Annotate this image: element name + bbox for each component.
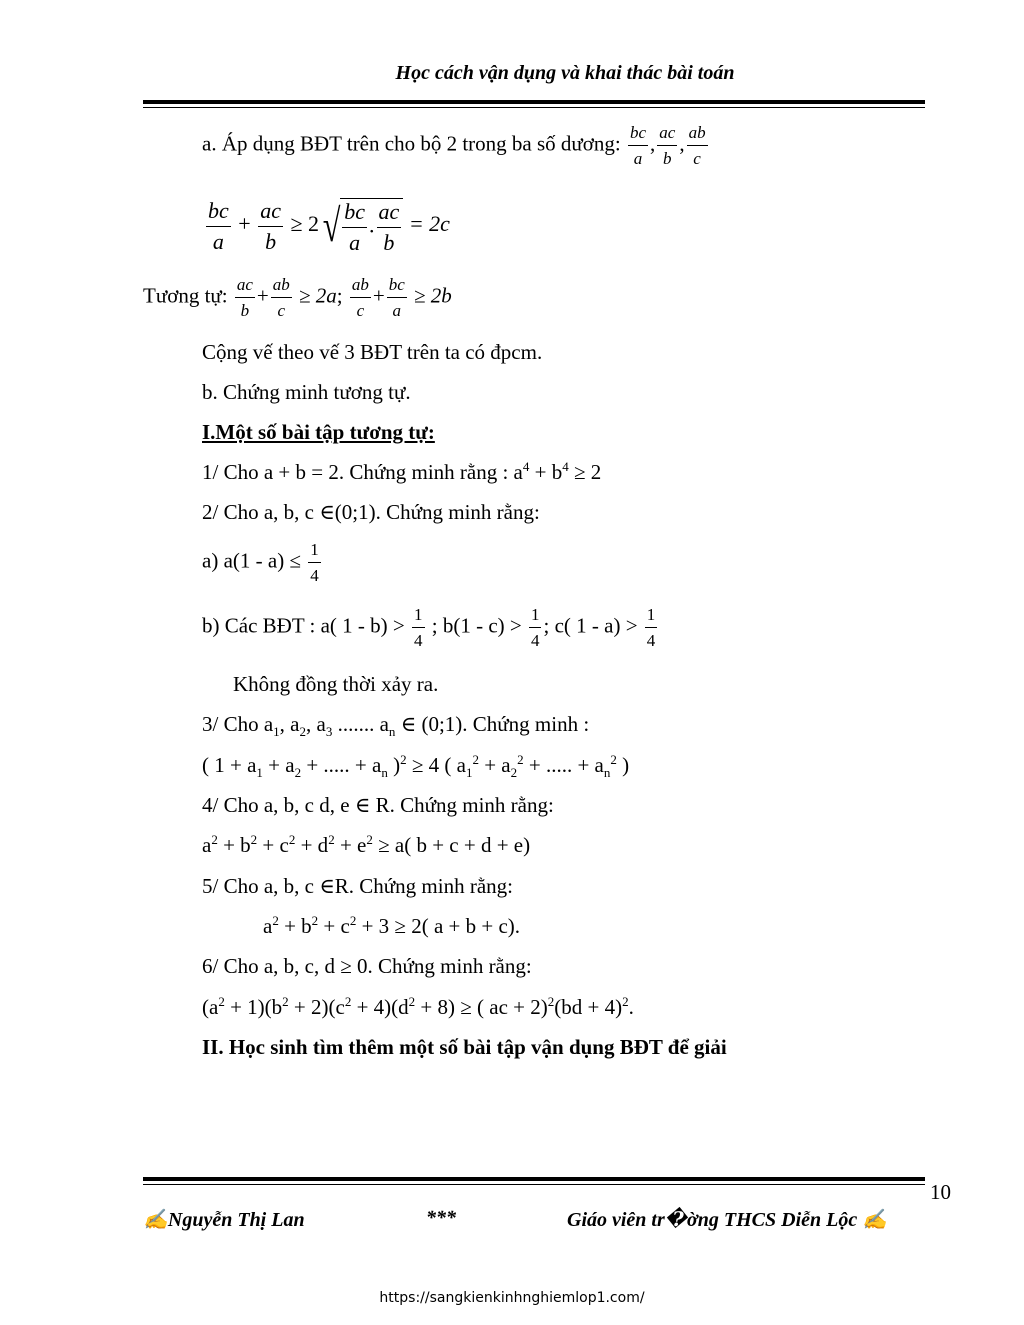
problem-2b-note: Không đồng thời xảy ra. bbox=[233, 672, 439, 696]
line-apply-inequality: a. Áp dụng BĐT trên cho bộ 2 trong ba số dương: $\frac{bc}{a}$ , $\frac{ac}{b}$ , $\frac{ab}{c}$ bbox=[202, 123, 706, 168]
problem-3: 3/ Cho $a_1$, $a_2$, $a_3$ ....... $a_n$ ∈ (0;1). Chứng minh : bbox=[202, 712, 590, 740]
footer-author: ✍Nguyễn Thị Lan bbox=[143, 1209, 305, 1231]
fraction-ab-c: $\frac{ab}{c}$ bbox=[688, 123, 706, 168]
section-heading-1: I.Một số bài tập tương tự: bbox=[202, 420, 435, 444]
problem-5-inequality: $a^2 + b^2 + c^2 + 3 \ge 2$( a + b + c). bbox=[263, 913, 521, 938]
apply-text: a. Áp dụng BĐT trên cho bộ 2 trong ba số dương: bbox=[202, 131, 621, 156]
footer-url-link[interactable]: https://sangkienkinhnghiemlop1.com/ bbox=[379, 1290, 645, 1306]
line-similarly: Tương tự: $\frac{ac}{b}$ + $\frac{ab}{c}$ ≥ 2a; $\frac{ab}{c}$ + $\frac{bc}{a}$ ≥ 2b bbox=[143, 275, 452, 320]
problem-1: 1/ Cho a + b = 2. Chứng minh rằng : $a^4 + b^4 \ge 2$ bbox=[202, 459, 602, 484]
problem-2b: b) Các BĐT : a( 1 - b) > $\frac{1}{4}$ ; b(1 - c) > $\frac{1}{4}$ ; c( 1 - a) > $\frac{1}{4}$ bbox=[202, 605, 656, 650]
header-rule-thin bbox=[143, 107, 925, 108]
fraction-bc-a: $\frac{bc}{a}$ bbox=[629, 123, 647, 168]
problem-3-inequality: ( $1 + a_1 + a_2$ + ..... + $a_n$ )$^2$ ≥ 4 ( $a_1^2 + a_2^2$ + ..... + $a_n^2$ ) bbox=[202, 752, 630, 781]
line-part-b: b. Chứng minh tương tự. bbox=[202, 380, 411, 404]
page-number: 10 bbox=[930, 1180, 951, 1204]
problem-6-inequality: $(a^2 + 1)(b^2 + 2)(c^2 + 4)(d^2 + 8)$ ≥ ( ac + 2)$^2$(bd + 4)$^2$. bbox=[202, 994, 634, 1019]
problem-2: 2/ Cho a, b, c ∈(0;1). Chứng minh rằng: bbox=[202, 500, 540, 524]
fraction-ac-b: $\frac{ac}{b}$ bbox=[659, 123, 676, 168]
formula-am-gm: $\frac{bc}{a}$ + $\frac{ac}{b}$ ≥ 2√ $\frac{bc}{a}$ . $\frac{ac}{b}$ = 2c bbox=[208, 197, 450, 255]
page-header-title: Học cách vận dụng và khai thác bài toán bbox=[395, 62, 735, 84]
problem-2a: a) a(1 - a) ≤ $\frac{1}{4}$ bbox=[202, 540, 319, 585]
problem-4-inequality: $a^2 + b^2 + c^2 + d^2 + e^2 \ge a$( b + c + d + e) bbox=[202, 832, 531, 857]
footer-school: Giáo viên tr�ờng THCS Diễn Lộc ✍ bbox=[567, 1209, 888, 1231]
problem-5: 5/ Cho a, b, c ∈R. Chứng minh rằng: bbox=[202, 874, 513, 898]
line-add-sides: Cộng vế theo vế 3 BĐT trên ta có đpcm. bbox=[202, 340, 543, 364]
square-root: √ $\frac{bc}{a}$ . $\frac{ac}{b}$ bbox=[319, 198, 403, 254]
fraction-ac-b-large: $\frac{ac}{b}$ bbox=[260, 197, 281, 254]
problem-4: 4/ Cho a, b, c d, e ∈ R. Chứng minh rằng: bbox=[202, 793, 554, 817]
fraction-bc-a-large: $\frac{bc}{a}$ bbox=[208, 197, 229, 254]
problem-6: 6/ Cho a, b, c, d ≥ 0. Chứng minh rằng: bbox=[202, 954, 532, 978]
footer-rule-thick bbox=[143, 1177, 925, 1181]
footer-rule-thin bbox=[143, 1184, 925, 1185]
footer-stars: *** bbox=[426, 1207, 456, 1229]
section-heading-2: II. Học sinh tìm thêm một số bài tập vận dụng BĐT để giải bbox=[202, 1035, 727, 1059]
header-rule-thick bbox=[143, 100, 925, 104]
